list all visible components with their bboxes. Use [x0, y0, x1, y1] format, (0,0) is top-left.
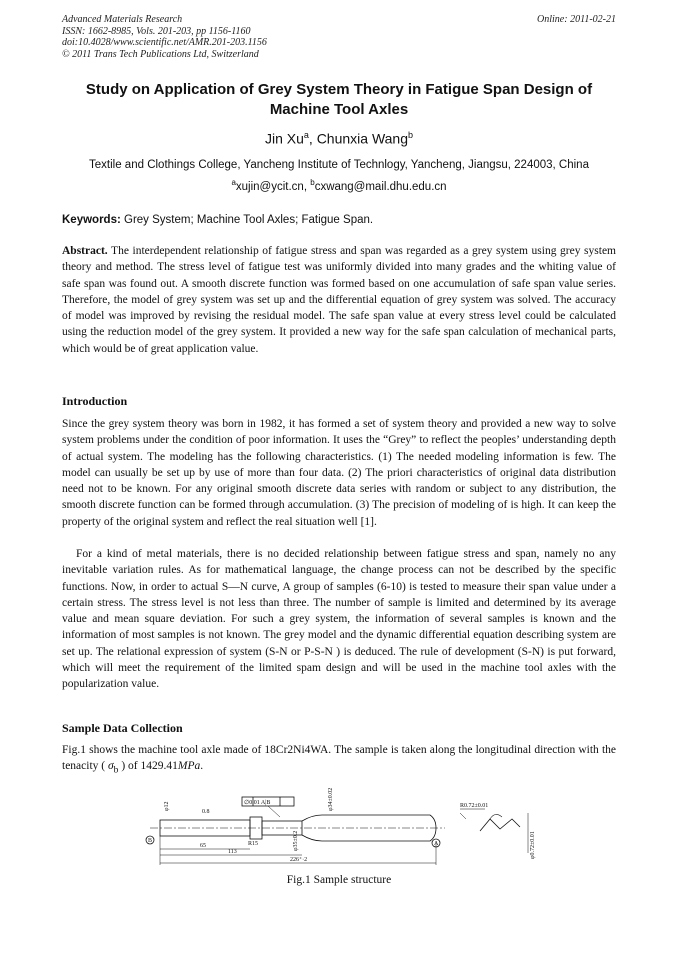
affiliation: Textile and Clothings College, Yancheng Institute of Technlogy, Yancheng, Jiangsu, 224003, China	[89, 159, 589, 171]
journal-header	[62, 14, 616, 60]
svg-text:φ0.72±0.01: φ0.72±0.01	[530, 831, 536, 859]
sigma-symbol: σ	[107, 760, 114, 773]
keywords-label: Keywords:	[62, 214, 121, 226]
journal-doi: doi:10.4028/www.scientific.net/AMR.201-203.1156	[62, 37, 267, 48]
sample-structure-figure	[140, 783, 540, 873]
sample-paragraph-1: Fig.1 shows the machine tool axle made of 18Cr2Ni4WA. The sample is taken along the longitudinal direction with the tenacity ( $\sigma_b$ ) of 1429.41MPa.	[62, 744, 616, 776]
unit: MPa	[177, 760, 201, 773]
email-link[interactable]: cxwang@mail.dhu.edu.cn	[314, 180, 447, 193]
svg-text:113: 113	[228, 849, 237, 855]
svg-text:R15: R15	[248, 841, 259, 847]
journal-issn: ISSN: 1662-8985, Vols. 201-203, pp 1156-1160	[62, 25, 251, 37]
section-heading-introduction: Introduction	[62, 394, 128, 408]
author-emails: $^a$xujin@ycit.cn, $^b$cxwang@mail.dhu.edu.cn	[231, 178, 447, 193]
author-list: Jin Xu$^a$, Chunxia Wang$^b$	[264, 130, 414, 147]
journal-name: Advanced Materials Research	[62, 14, 183, 25]
abstract-label: Abstract.	[62, 245, 108, 257]
author-name: Jin Xu	[264, 130, 304, 147]
paper-title: Study on Application of Grey System Theory in Fatigue Span Design of Machine Tool Axles	[85, 81, 593, 118]
abstract-text: The interdependent relationship of fatigue stress and span was regarded as a grey system using grey system theory and method. The stress level of fatigue test was uniformly divided into many grades and the whiting value of safe span was found out. A smooth discrete function was formed based on one accumulation of safe span value series. Therefore, the model of grey system was set up and the differential equation of grey system was solved. The accuracy of model was improved by revising the residual model. The safe span value at every stress level could be calculated using the reduction model of the grey system. It provided a new way for the safe span calculation of mechanical parts, which would be of great application value.	[62, 245, 616, 355]
keywords	[62, 214, 616, 226]
notch-detail	[480, 819, 520, 831]
author-name: Chunxia Wang	[316, 130, 408, 147]
svg-text:R0.72±0.01: R0.72±0.01	[460, 803, 489, 809]
author-affil-marker: a	[303, 130, 309, 140]
svg-text:φ12: φ12	[164, 801, 170, 811]
intro-paragraph-1: Since the grey system theory was born in 1982, it has formed a set of system theory and provided a new way to solve system problems under the condition of poor information. It uses the “Grey” to reflect the peoples’ understanding depth of actual system. The modeling has the following characteristics. (1) The needed modeling information is few. The model can usually be set up by use of more than four data. (2) The priori characteristics of original data distribution need not to be known. For any original smooth discrete data series with random or subject to any distribution, the smooth discrete function can be formed through accumulation. (3) The precision of modeling of is high. It can keep the property of the original system and reflect the real situation well [1].	[62, 418, 616, 528]
journal-copyright: © 2011 Trans Tech Publications Ltd, Switzerland	[62, 48, 259, 60]
figure-caption: Fig.1 Sample structure	[286, 874, 392, 886]
section-heading-sample: Sample Data Collection	[62, 721, 183, 735]
svg-text:65: 65	[200, 843, 206, 849]
keywords-text: Grey System; Machine Tool Axles; Fatigue Span.	[124, 214, 374, 226]
svg-text:0.8: 0.8	[202, 809, 210, 815]
svg-text:φ34±0.02: φ34±0.02	[328, 787, 334, 811]
author-affil-marker: b	[408, 130, 414, 140]
email-link[interactable]: xujin@ycit.cn,	[235, 180, 308, 193]
intro-paragraph-2: For a kind of metal materials, there is no decided relationship between fatigue stress and span, namely no any inevitable variation rules. As for mathematical language, the change process can not be described by the specific functions. Now, in order to actual S—N curve, A group of samples (6-10) is tested to measure their span value under a certain stress. The stress level is not less than three. The number of sample is limited and determined by its average value and mean square deviation. For such a grey system, the information of several samples is known and the information of most samples is not known. The grey model and the dynamic differential equation describing system are set up. The relational expression of system (S-N or P-S-N ) is deduced. The rule of development (S-N) is put forward, which will meet the requirement of the limited spam design and will be used in the machine tool axles with the popularization value.	[62, 548, 616, 691]
svg-text:A: A	[434, 841, 439, 847]
abstract	[62, 243, 616, 357]
svg-text:φ35±0.2: φ35±0.2	[293, 830, 299, 851]
online-date: Online: 2011-02-21	[537, 14, 616, 25]
svg-text:∅0.01 A|B: ∅0.01 A|B	[244, 800, 271, 806]
svg-text:226⁺·2: 226⁺·2	[290, 857, 308, 863]
svg-text:B: B	[148, 838, 153, 844]
